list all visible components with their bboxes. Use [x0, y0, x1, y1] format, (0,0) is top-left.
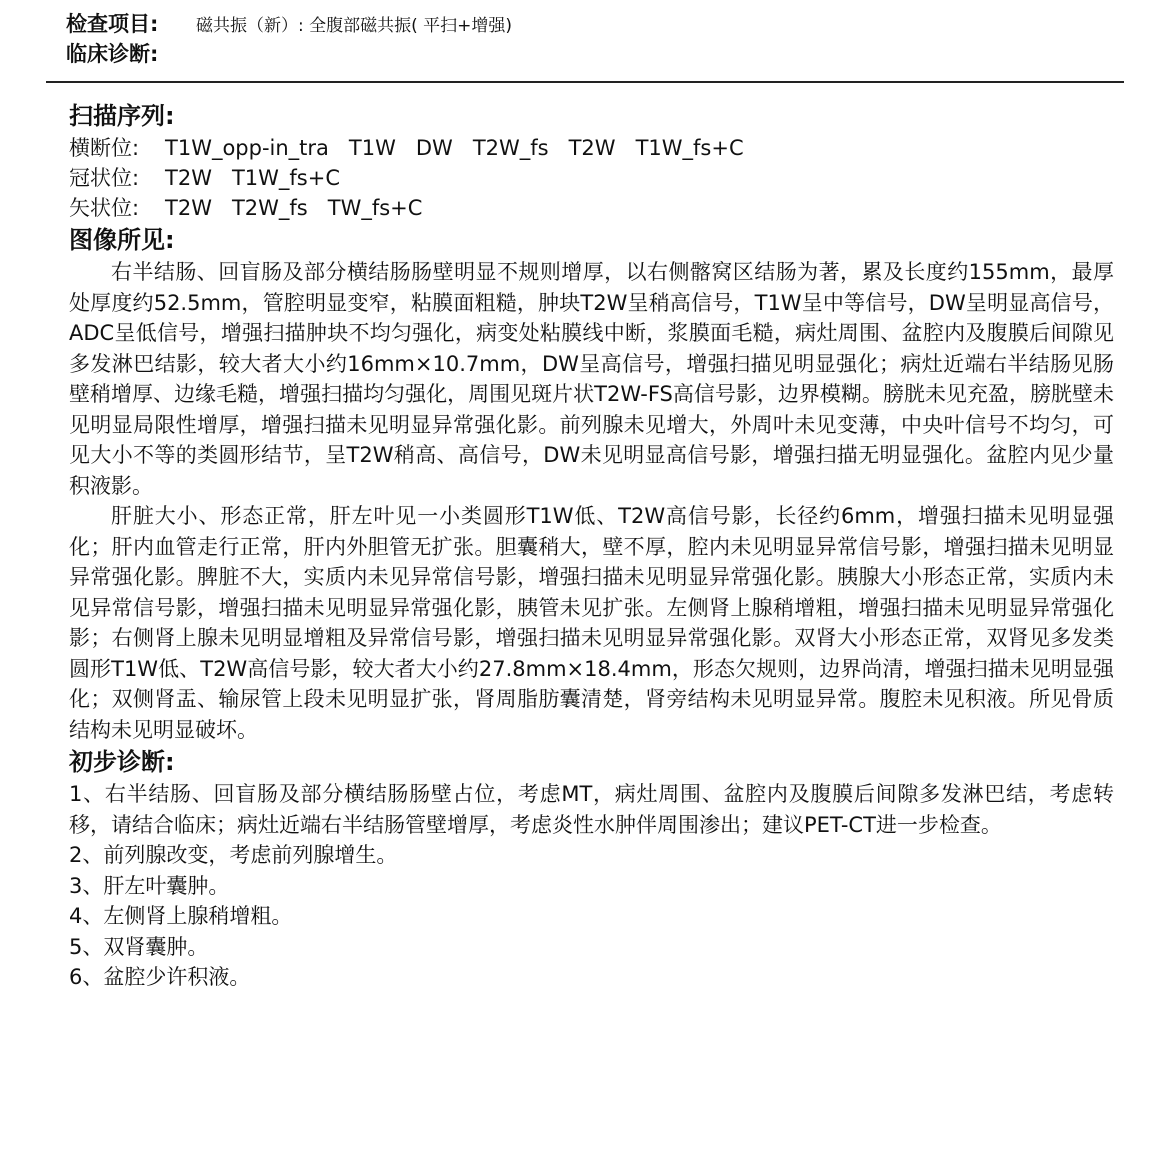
scan-item: T1W_fs+C [231, 166, 340, 190]
scan-row-label: 冠状位: [69, 166, 140, 190]
scan-item: DW [415, 136, 453, 160]
exam-value: 磁共振（新）: 全腹部磁共振( 平扫+增强) [196, 16, 513, 36]
diagnosis-item: 4、左侧肾上腺稍增粗。 [69, 904, 293, 928]
scan-row-axial [69, 133, 1114, 163]
diagnosis-item: 1、右半结肠、回盲肠及部分横结肠肠壁占位，考虑MT，病灶周围、盆腔内及腹膜后间隙多发淋巴结，考虑转移，请结合临床；病灶近端右半结肠管壁增厚，考虑炎性水肿伴周围渗出；建议PET-CT进一步检查。 [69, 782, 1114, 837]
header-divider [46, 81, 1124, 83]
scan-item: T2W_fs [231, 196, 308, 220]
clinical-row [66, 38, 1124, 68]
scan-item: T1W [348, 136, 396, 160]
scan-item: T1W_fs+C [635, 136, 744, 160]
report-body [69, 99, 1114, 993]
exam-row [66, 8, 1124, 38]
diagnosis-item: 5、双肾囊肿。 [69, 934, 209, 959]
scan-item: T2W [568, 136, 616, 160]
scan-section-title: 扫描序列: [69, 102, 175, 130]
exam-label: 检查项目: [66, 12, 159, 36]
diagnosis-list [69, 779, 1114, 993]
report-header [66, 8, 1124, 68]
clinical-label: 临床诊断: [66, 42, 159, 66]
diagnosis-section-title: 初步诊断: [69, 748, 175, 776]
scan-row-sagittal [69, 193, 1114, 223]
scan-row-label: 横断位: [69, 136, 140, 160]
findings-paragraph: 右半结肠、回盲肠及部分横结肠肠壁明显不规则增厚，以右侧髂窝区结肠为著，累及长度约155mm，最厚处厚度约52.5mm，管腔明显变窄，粘膜面粗糙，肿块T2W呈稍高信号，T1W呈中等信号，DW呈明显高信号，ADC呈低信号，增强扫描肿块不均匀强化，病变处粘膜线中断，浆膜面毛糙，病灶周围、盆腔内及腹膜后间隙见多发淋巴结影，较大者大小约16mm×10.7mm，DW呈高信号，增强扫描见明显强化；病灶近端右半结肠见肠壁稍增厚、边缘毛糙，增强扫描均匀强化，周围见斑片状T2W-FS高信号影，边界模糊。膀胱未见充盈，膀胱壁未见明显局限性增厚，增强扫描未见明显异常强化影。前列腺未见增大，外周叶未见变薄，中央叶信号不均匀，可见大小不等的类圆形结节，呈T2W稍高、高信号，DW未见明显高信号影，增强扫描无明显强化。盆腔内见少量积液影。 [69, 260, 1114, 498]
scan-item: T2W_fs [472, 136, 549, 160]
diagnosis-item: 2、前列腺改变，考虑前列腺增生。 [69, 843, 398, 867]
scan-item: T2W [165, 166, 212, 190]
scan-row-label: 矢状位: [69, 196, 140, 220]
diagnosis-item: 3、肝左叶囊肿。 [69, 873, 230, 898]
scan-item: T2W [165, 196, 212, 220]
findings-section-title: 图像所见: [69, 226, 175, 254]
scan-row-coronal [69, 163, 1114, 193]
diagnosis-item: 6、盆腔少许积液。 [69, 965, 251, 989]
findings-paragraph: 肝脏大小、形态正常，肝左叶见一小类圆形T1W低、T2W高信号影，长径约6mm，增强扫描未见明显强化；肝内血管走行正常，肝内外胆管无扩张。胆囊稍大，壁不厚，腔内未见明显异常信号影，增强扫描未见明显异常强化影。脾脏不大，实质内未见异常信号影，增强扫描未见明显异常强化影。胰腺大小形态正常，实质内未见异常信号影，增强扫描未见明显异常强化影，胰管未见扩张。左侧肾上腺稍增粗，增强扫描未见明显异常强化影；右侧肾上腺未见明显增粗及异常信号影，增强扫描未见明显异常强化影。双肾大小形态正常，双肾见多发类圆形T1W低、T2W高信号影，较大者大小约27.8mm×18.4mm，形态欠规则，边界尚清，增强扫描未见明显强化；双侧肾盂、输尿管上段未见明显扩张，肾周脂肪囊清楚，肾旁结构未见明显异常。腹腔未见积液。所见骨质结构未见明显破坏。 [69, 504, 1114, 742]
scan-item: TW_fs+C [327, 196, 423, 220]
scan-sequence-list [69, 133, 1114, 223]
scan-item: T1W_opp-in_tra [165, 136, 329, 160]
